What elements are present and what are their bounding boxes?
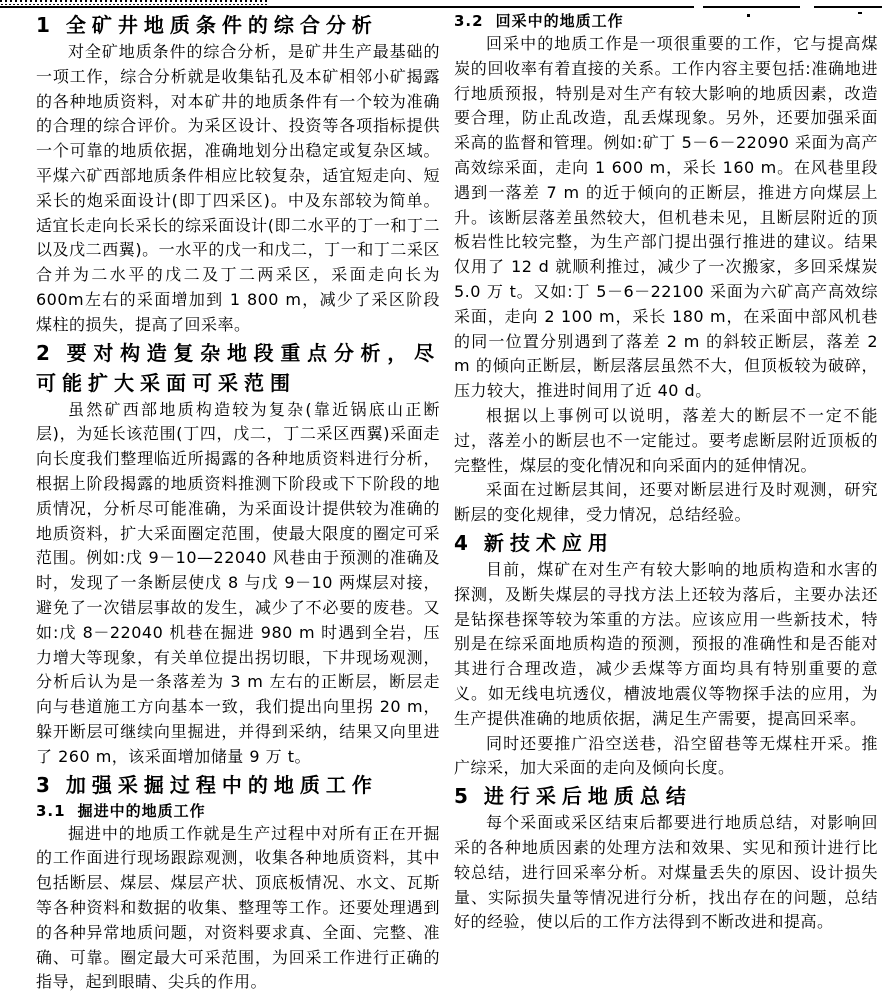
subsection-3-2-heading: [454, 10, 878, 32]
section-5-heading: [454, 781, 878, 811]
section-3-number: 3: [36, 772, 50, 797]
subsection-3-2-title: 回采中的地质工作: [495, 12, 624, 30]
section-3-heading: [36, 770, 440, 800]
section-4-paragraph-1: 目前，煤矿在对生产有较大影响的地质构造和水害的探测，及断失煤层的寻找方法上还较为落后，主要办法还是钻探巷探等较为笨重的方法。应该应用一些新技术，特别是在综采面地质构造的预测，预报的准确性和是否能对其进行合理改造，减少丢煤等方面均具有特别重要的意义。如无线电坑透仪，槽波地震仪等物探手法的应用，为生产提供准确的地质依据，满足生产需要，提高回采率。: [454, 559, 878, 728]
subsection-3-1-title: 掘进中的地质工作: [77, 801, 206, 820]
subsection-3-2-paragraph-1: 回采中的地质工作是一项很重要的工作，它与提高煤炭的回收率有着直接的关系。工作内容主要包括:准确地进行地质预报，特别是对生产有较大影响的地质因素，改造要合理，防止乱改造，乱丢煤现象。另外，还要加强采面采高的监督和管理。例如:矿丁 5－6－22090 采面为高产高效综采面，走向 1 600 m，采长 160 m。在风巷里段遇到一落差 7 m 的近于倾向的正断层，推进方向煤层上升。该断层落差虽然较大，但机巷未见，且断层附近的顶板岩性比较完整，为生产部门提出强行推进的建议。结果仅用了 12 d 就顺利推过，减少了一次搬家，多回采煤炭 5.0 万 t。又如:丁 5－6－22100 采面为六矿高产高效综采面，走向 2 100 m，采长 180 m，在采面中部风机巷的同一位置分别遇到了落差 2 m 的斜较正断层，落差 2 m 的倾向正断层，断层落层虽然不大，但顶板较为破碎，压力较大，推进时间用了近 40 d。: [454, 34, 878, 401]
section-5-title: 进行采后地质总结: [483, 784, 692, 809]
scan-rule-gap: [694, 6, 703, 8]
section-4-title: 新技术应用: [483, 530, 614, 555]
subsection-3-2-paragraph-2: 根据以上事例可以说明，落差大的断层不一定不能过，落差小的断层也不一定能过。要考虑断层附近顶板的完整性，煤层的变化情况和向采面内的延伸情况。: [454, 405, 878, 475]
scan-rule-gap: [800, 6, 814, 8]
left-column: [36, 10, 440, 995]
section-1-heading: [36, 10, 440, 40]
section-1-title: 全矿井地质条件的综合分析: [65, 13, 378, 37]
top-dotted-rule: [0, 0, 268, 5]
subsection-3-1-paragraph: 掘进中的地质工作就是生产过程中对所有正在开掘的工作面进行现场跟踪观测，收集各种地质资料，其中包括断层、煤层、煤层产状、顶底板情况、水文、瓦斯等各种资料和数据的收集、整理等工作。还要处理遇到的各种异常地质问题，对资料要求真、全面、完整、准确、可靠。圈定最大可采范围，为回采工作进行正确的指导，起到眼睛、尖兵的作用。: [36, 823, 440, 992]
subsection-3-1-heading: [36, 800, 440, 822]
section-4-heading: [454, 528, 878, 558]
section-4-paragraph-2: 同时还要推广沿空送巷，沿空留巷等无煤柱开采。推广综采，加大采面的走向及倾向长度。: [454, 733, 878, 778]
two-column-layout: [36, 10, 878, 995]
section-2-paragraph: 虽然矿西部地质构造较为复杂(靠近锅底山正断层)，为延长该范围(丁四，戊二，丁二采区西翼)采面走向长度我们整理临近所揭露的各种地质资料进行分析，根据上阶段揭露的地质资料推测下阶段或下下阶段的地质情况，分析尽可能准确，为采面设计提供较为准确的地质资料，扩大采面圈定范围，使最大限度的圈定可采范围。例如:戊 9－10—22040 风巷由于预测的准确及时，发现了一条断层使戊 8 与戊 9－10 两煤层对接，避免了一次错层事故的发生，减少了不必要的废巷。又如:戊 8－22040 机巷在掘进 980 m 时遇到全岩，压力增大等现象，有关单位提出拐切眼，下井现场观测，分析后认为是一条落差为 3 m 左右的正断层，断层走向与巷道施工方向基本一致，我们提出向里拐 20 m，躲开断层可继续向里掘进，并得到采纳，结果又向里进了 260 m，该采面增加储量 9 万 t。: [36, 399, 440, 766]
section-5-number: 5: [454, 784, 468, 809]
top-scan-rule: [0, 6, 882, 8]
subsection-3-2-paragraph-3: 采面在过断层其间，还要对断层进行及时观测，研究断层的变化规律，受力情况，总结经验。: [454, 480, 878, 525]
section-1-paragraph: 对全矿地质条件的综合分析，是矿井生产最基础的一项工作，综合分析就是收集钻孔及本矿相邻小矿揭露的各种地质资料，对本矿井的地质条件有一个较为准确的合理的综合评价。为采区设计、投资等各项指标提供一个可靠的地质依据，准确地划分出稳定或复杂区域。平煤六矿西部地质条件相应比较复杂，适宜短走向、短采长的炮采面设计(即丁四采区)。中及东部较为简单。适宜长走向长采长的综采面设计(即二水平的丁一和丁二以及戊二西翼)。一水平的戊一和戊二，丁一和丁二采区合并为二水平的戊二及丁二两采区，采面走向长为600m左右的采面增加到 1 800 m，减少了采区阶段煤柱的损失，提高了回采率。: [36, 42, 440, 334]
subsection-3-2-number: 3.2: [454, 12, 484, 30]
section-2-heading: [36, 338, 440, 398]
section-1-number: 1: [36, 13, 50, 37]
right-column: [454, 10, 878, 995]
section-2-title: 要对构造复杂地段重点分析，尽可能扩大采面可采范围: [36, 340, 440, 395]
subsection-3-1-number: 3.1: [36, 801, 66, 820]
section-4-number: 4: [454, 530, 468, 555]
section-3-title: 加强采掘过程中的地质工作: [65, 772, 378, 797]
section-5-paragraph: 每个采面或采区结束后都要进行地质总结，对影响回采的各种地质因素的处理方法和效果、实见和预计进行比较总结，进行回采率分析。对煤量丢失的原因、设计损失量、实际损失量等情况进行分析，找出存在的问题，总结好的经验，使以后的工作方法得到不断改进和提高。: [454, 813, 878, 932]
section-2-number: 2: [36, 340, 50, 365]
